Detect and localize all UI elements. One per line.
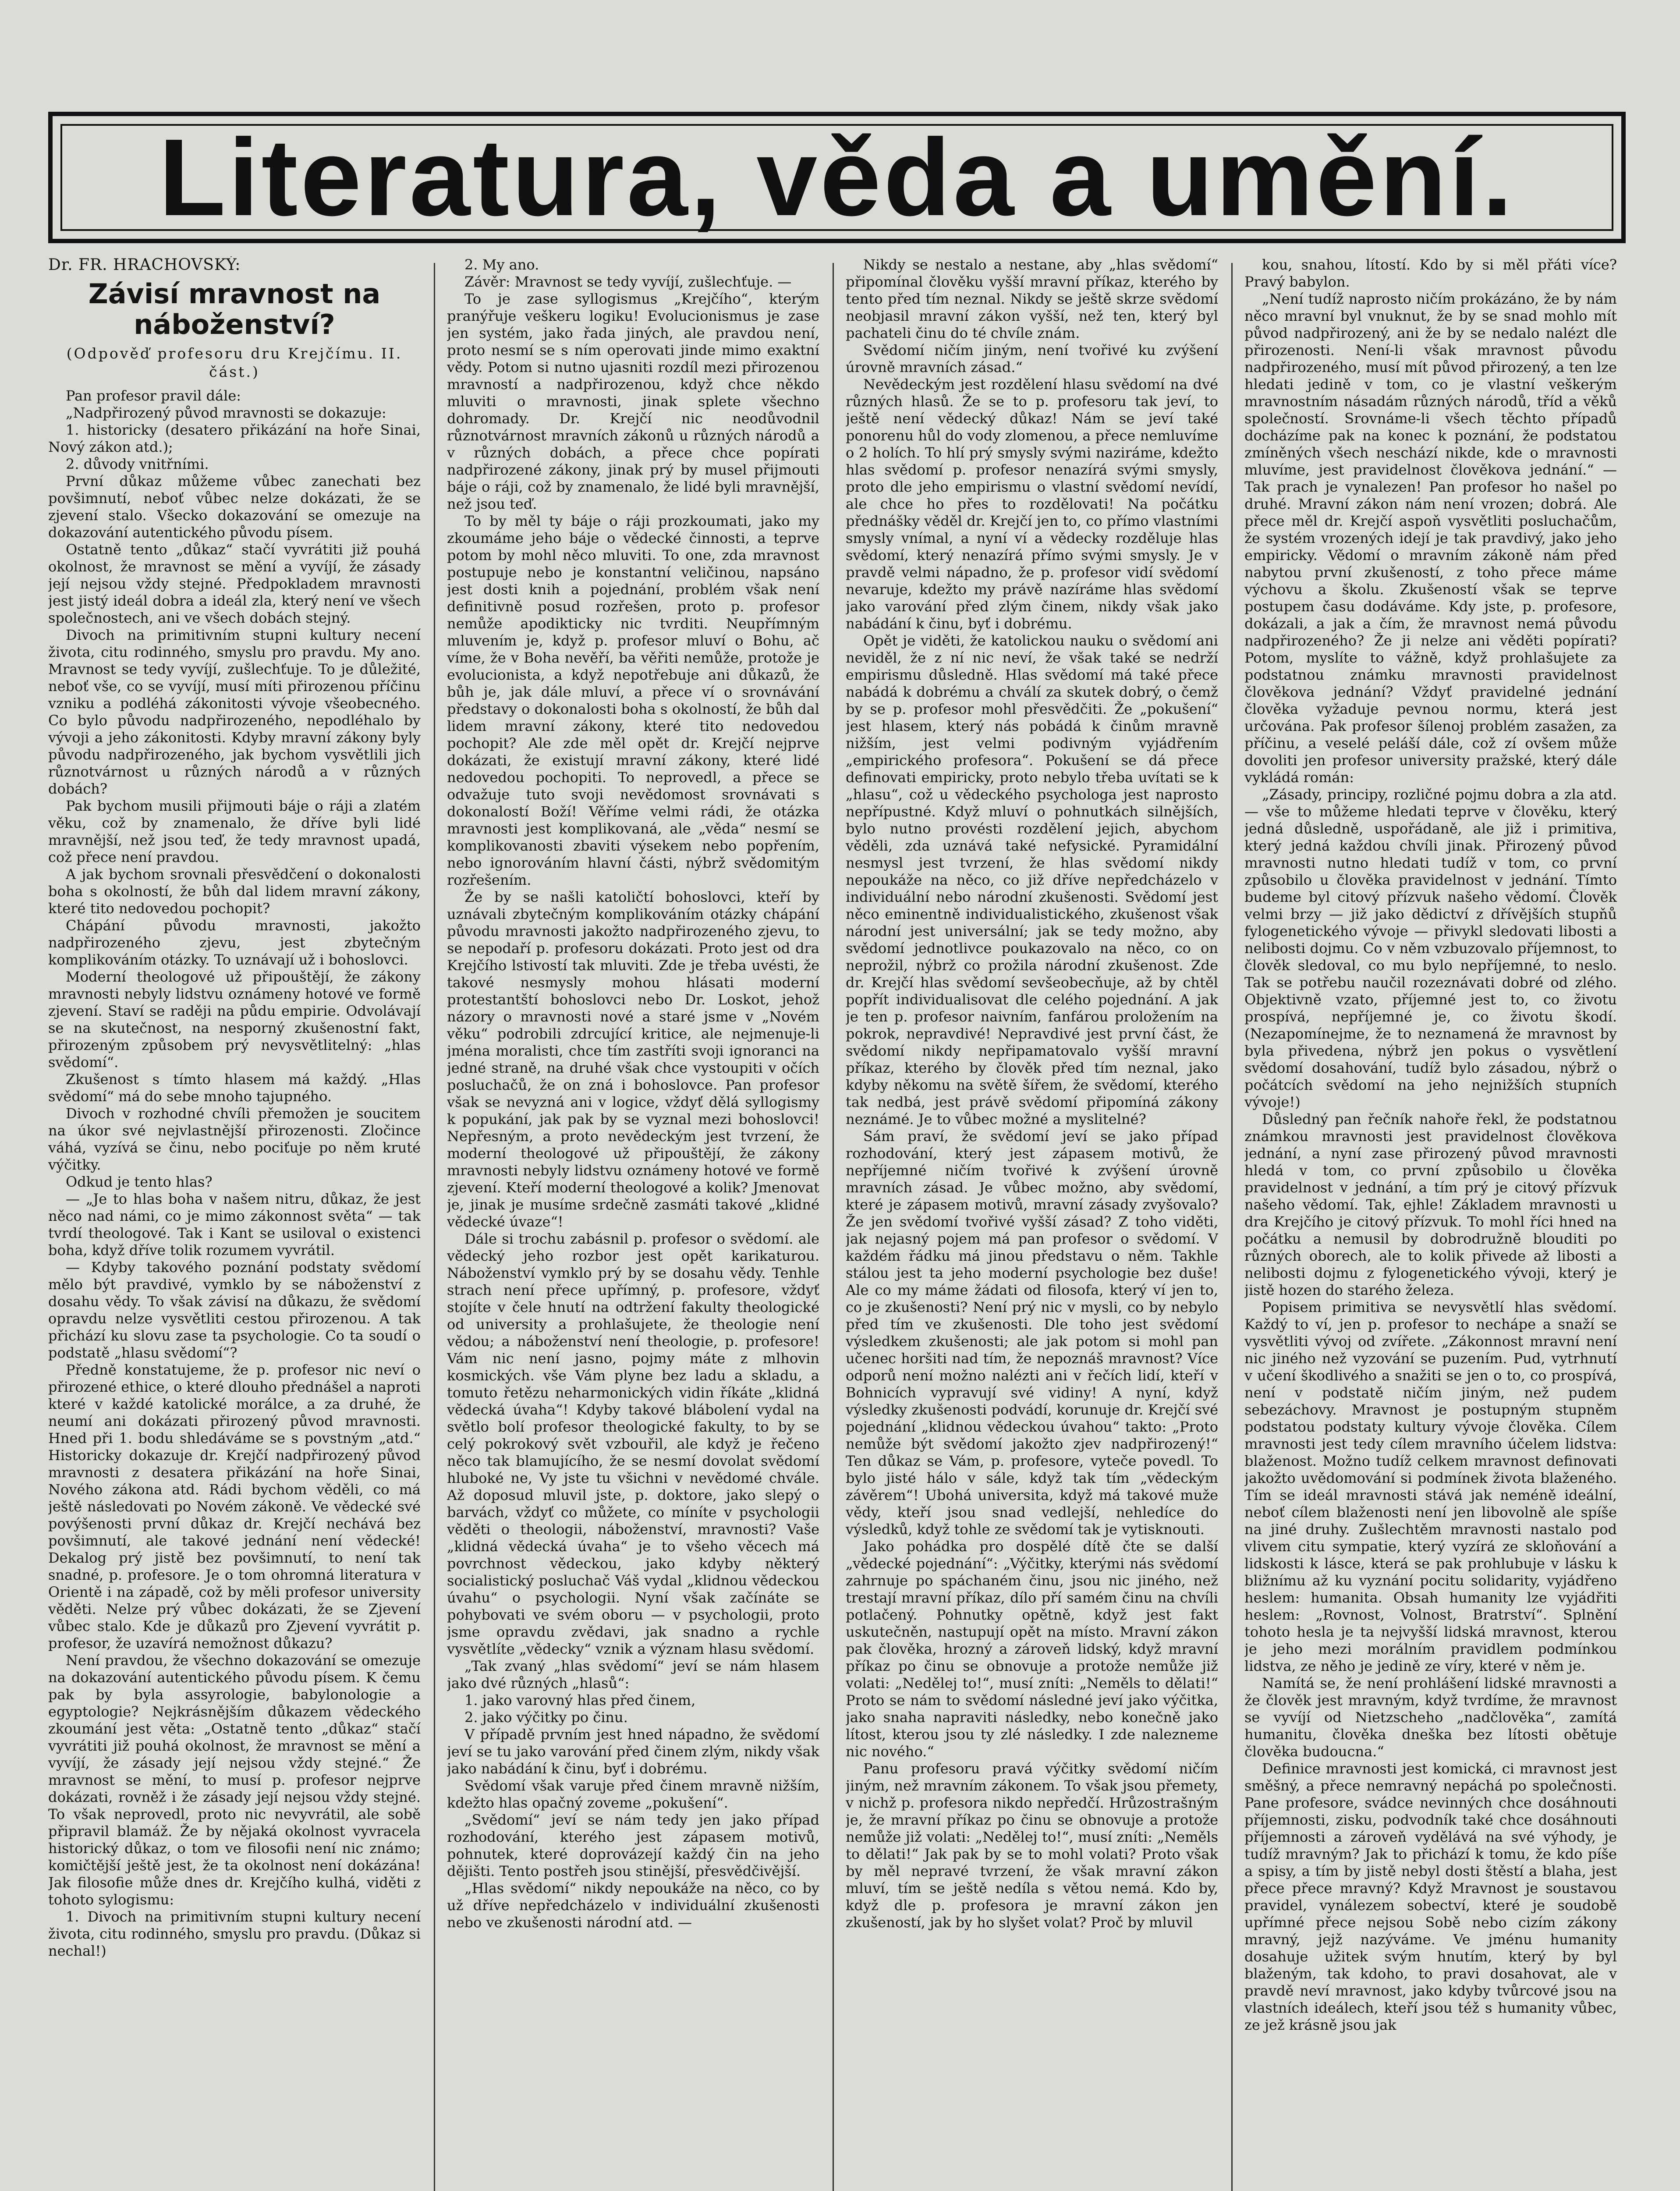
paragraph: Sám praví, že svědomí jeví se jako případ rozhodování, který jest zápasem motivů, že nepříjemné ničím tvořivé k zvýšení úrovně mravních zásad. Je vůbec možno, aby svědomí, které je zápasem motivů, mravní zásady zvyšovalo? Že jen svědomí tvořivé vyšší zásad? Z toho viděti, jak nejasný pojem má pan profesor o svědomí. V každém řádku má jinou představu o něm. Takhle stálou jest ta jeho moderní psychologie bez duše! Ale co my máme žádati od filosofa, který ví jen to, co je zkušenosti? Není prý nic v mysli, co by nebylo před tím ve zkušenosti. Dle toho jest svědomí výsledkem zkušenosti; ale jak potom si mohl pan učenec horšiti nad tím, že nepoznáš mravnost? Více odporů není možno nalézti ani v řečích lidí, kteří v Bohnicích vypravují své vidiny! A nyní, když výsledky zkušenosti podvádí, korunuje dr. Krejčí své pojednání „klidnou vědeckou úvahou“ takto: „Proto nemůže být svědomí jakožto zjev nadpřirozený!“ Ten důkaz se Vám, p. profesore, vyteče povedl. To bylo jisté hálo v sále, když tak tím „vědeckým závěrem“! Ubohá universita, když má takové muže vědy, kteří jsou snad vedlejší, nehledíce do výsledků, když tohle ze svědomí tak je vytisknouti. [846, 1128, 1218, 1538]
paragraph: kou, snahou, lítostí. Kdo by si měl přáti více? Pravý babylon. [1244, 256, 1617, 290]
paragraph: Chápání původu mravnosti, jakožto nadpřirozeného zjevu, jest zbytečným komplikováním otázky. To uznávají už i bohoslovci. [48, 917, 421, 968]
article-columns [48, 256, 1626, 2191]
paragraph: Namítá se, že není prohlášení lidské mravnosti a že člověk jest mravným, když tvrdíme, že mravnost se vyvíjí od Nietzscheho „nadčlověka“, zamítá humanitu, člověka dneška bez lítosti obětuje člověka budoucna.“ [1244, 1675, 1617, 1760]
paragraph: Svědomí ničím jiným, není tvořivé ku zvýšení úrovně mravních zásad.“ [846, 342, 1218, 376]
paragraph: Důsledný pan řečník nahoře řekl, že podstatnou známkou mravnosti jest pravidelnost člověkova jednání, a nyní zase přirozený původ mravnosti hledá v tom, co první způsobilo u člověka pravidelnost v jednání, a tím prý je citový přízvuk našeho vědomí. Tak, ejhle! Základem mravnosti u dra Krejčího je citový přízvuk. To mohl říci hned na počátku a nemusil by dobrodružně blouditi po různých oborech, ale to kolik přivede až libosti a nelibosti dojmu z fylogenetického vývoji, který je jistě hozen do starého železa. [1244, 1111, 1617, 1298]
paragraph: 1. jako varovný hlas před činem, [464, 1692, 696, 1709]
paragraph: Že by se našli katoličtí bohoslovci, kteří by uznávali zbytečným komplikováním otázky chápání původu mravnosti jakožto nadpřirozeného zjevu, to se nepodaří p. profesoru dokázati. Proto jest od dra Krejčího lstivostí tak mluviti. Zde je třeba uvésti, že takové nesmysly mohou hlásati moderní protestantští bohoslovci nebo Dr. Loskot, jehož názory o mravnosti nové a staré jsme v „Novém věku“ podrobili zdrcující kritice, ale nejmenuje-li jména moralisti, chce tím zastříti svoji ignoranci na jedné straně, na druhé však chce vystoupiti v očích posluchačů, že on zná i bohoslovce. Pan profesor však se nevyzná ani v logice, vždyť dělá syllogismy k popukání, jak pak by se vyznal mezi bohoslovci! Nepřesným, a proto nevědeckým jest tvrzení, že moderní theologové už připouštějí, že zákony mravnosti nebyly lidstvu oznámeny hotové ve formě zjevení. Kteří moderní theologové a kolik? Jmenovat je, jinak je musíme srdečně zasmáti takové „klidné vědecké úvaze“! [447, 889, 819, 1230]
paragraph: — Kdyby takového poznání podstaty svědomí mělo být pravdivé, vymklo by se náboženství z dosahu vědy. To však závisí na důkazu, že svědomí opravdu nelze vysvětliti cestou přirozenou. A tak přichází ku slovu zase ta psychologie. Co ta soudí o podstatě „hlasu svědomí“? [48, 1259, 421, 1361]
paragraph: „Hlas svědomí“ nikdy nepoukáže na něco, co by už dříve nepředcházelo v individuální zkušenosti nebo ve zkušenosti národní atd. — [447, 1880, 819, 1931]
paragraph: Ostatně tento „důkaz“ stačí vyvrátiti již pouhá okolnost, že mravnost se mění a vyvíjí, že zásady její nejsou vždy stejné. Předpokladem mravnosti jest jistý ideál dobra a ideál zla, který není ve všech společnostech, ani ve všech dobách stejný. [48, 541, 421, 626]
paragraph: „Tak zvaný „hlas svědomí“ jeví se nám hlasem jako dvé různých „hlasů“: [447, 1658, 819, 1691]
paragraph: „Zásady, principy, rozličné pojmu dobra a zla atd. — vše to můžeme hledati teprve v člověku, který jedná důsledně, uspořádaně, ale již i primitiva, který jedná každou chvíli jinak. Přirozený původ mravnosti nutno hledati tudíž v tom, co první způsobilo u člověka pravidelnost v jednání. Tímto budeme byl citový přízvuk našeho vědomí. Člověk velmi brzy — již jako dědictví z dřívějších stupňů fylogenetického vývoje — přivykl sledovati libosti a nelibosti dojmu. Co v něm vzbuzovalo příjemnost, to člověk sledoval, co mu bylo nepříjemné, to neslo. Tak se potřebu naučil rozeznávati dobré od zlého. Objektivně vzato, příjemné jest to, co životu prospívá, nepříjemné je, co životu škodí. (Nezapomínejme, že to neznamená že mravnost by byla přivedena, nýbrž jen pokus o vysvětlení svědomí dosahování, tudíž bylo zásadou, nýbrž o počátcích svědomí na jeho nejnižších stupních vývoje!) [1244, 786, 1617, 1110]
paragraph: Závěr: Mravnost se tedy vyvíjí, zušlechťuje. — [464, 273, 792, 290]
paragraph: Nevědeckým jest rozdělení hlasu svědomí na dvé různých hlasů. Že se to p. profesoru tak jeví, to ještě není vědecký důkaz! Nám se jeví také ponorenu hůl do vody zlomenou, a přece nemluvíme o 2 holích. To hlí prý smysly svými naziráme, kdežto hlas svědomí p. profesor nenazírá svými smysly, proto dle jeho empirismu o vlastní svědomí nevídí, ale chce ho přes to rozdělovati! Na počátku přednášky věděl dr. Krejčí jen to, co přímo vlastními smysly vnímal, a nyní ví a vědecky rozděluje hlas svědomí, který nenazírá přímo svými smysly. Je v pravdě velmi nápadno, že p. profesor vidí svědomí nevaruje, kdežto my právě nazíráme hlas svědomí jako varování před zlým činem, nikdy však jako nabádání k činu, byť i dobrému. [846, 376, 1218, 632]
column-4 [1244, 256, 1617, 2191]
column-1 [48, 256, 421, 2191]
paragraph: 2. My ano. [464, 256, 539, 273]
paragraph: Svědomí však varuje před činem mravně nižším, kdežto hlas opačný zoveme „pokušení“. [447, 1777, 819, 1811]
paragraph: Nikdy se nestalo a nestane, aby „hlas svědomí“ připomínal člověku vyšší mravní příkaz, kterého by tento před tím neznal. Nikdy se ještě skrze svědomí neobjasil mravní zákon vyšší, než ten, který byl pachateli činu do té chvíle znám. [846, 256, 1218, 341]
paragraph: A jak bychom srovnali přesvědčení o dokonalosti boha s okolností, že bůh dal lidem mravní zákony, které tito nedovedou pochopit? [48, 866, 421, 917]
paragraph: To je zase syllogismus „Krejčího“, kterým pranýřuje veškeru logiku! Evolucionismus je zase jen systém, jako řada jiných, ale pravdou není, proto nesmí se s ním operovati jinde mimo exaktní vědy. Potom si nutno ujasniti rozdíl mezi přirozenou mravností a nadpřirozenou, když chce někdo mluviti o mravnosti, jinak splete všechno dohromady. Dr. Krejčí nic neodůvodnil různotvárnost mravních zákonů u různých národů a v různých dobách, a přece chce popírati nadpřirozené zákony, jinak prý by musel přijmouti báje o ráji, což by znamenalo, že lidé byli mravnější, než jsou teď. [447, 291, 819, 512]
article-subtitle: (Odpověď profesoru dru Krejčímu. II. část.) [66, 345, 403, 380]
article-byline: Dr. FR. HRACHOVSKÝ: [48, 256, 241, 274]
paragraph: Moderní theologové už připouštějí, že zákony mravnosti nebyly lidstvu oznámeny hotové ve formě zjevení. Staví se raději na půdu empirie. Odvolávají se na skutečnost, na nesporný zkušenostní fakt, přirozeným způsobem prý nevysvětlitelný: „hlas svědomí“. [48, 968, 421, 1071]
paragraph: Divoch v rozhodné chvíli přemožen je soucitem na úkor své nejvlastnější přirozenosti. Zločince váhá, vyzívá se činu, nebo pociťuje po něm kruté výčitky. [48, 1105, 421, 1173]
paragraph: „Nadpřirozený původ mravnosti se dokazuje: [66, 404, 386, 421]
paragraph: 1. Divoch na primitivním stupni kultury necení života, citu rodinného, smyslu pro pravdu. (Důkaz si nechal!) [48, 1908, 421, 1959]
paragraph: Odkud je tento hlas? [66, 1173, 213, 1190]
paragraph: Pak bychom musili přijmouti báje o ráji a zlatém věku, což by znamenalo, že dříve byli lidé mravnější, než jsou teď, že tedy mravnost upadá, což přece není pravdou. [48, 798, 421, 865]
paragraph: Definice mravnosti jest komická, ci mravnost jest směšný, a přece nemravný nepáchá po společnosti. Pane profesore, svádce nevinných chce dosáhnouti příjemnosti, zisku, podvodník také chce dosáhnouti příjemnosti a zároveň vydělává na své výhody, je tudíž mravným? Jak to přichází k tomu, že kdo píše a spisy, a tím by jistě nebyl dosti štěstí a blaha, jest přece přece mravný? Když Mravnost je soustavou pravidel, vynálezem sobectví, které je soudobě upřímné přece nejsou Sobě nebo cizím zákony mravný, jejž nazýváme. Ve jménu humanity dosahuje užitek svým hnutím, který by byl blaženým, tak kdoho, to pravi dosahovat, ale v pravdě neví mravnost, jako kdyby tvůrcové jsou na vlastních ideálech, kteří jsou též s humanity vůbec, ze jež krásně jsou jak [1244, 1760, 1617, 2033]
paragraph: 2. důvody vnitřními. [66, 456, 209, 472]
paragraph: V případě prvním jest hned nápadno, že svědomí jeví se tu jako varování před činem zlým, nikdy však jako nabádání k činu, byť i dobrému. [447, 1726, 819, 1777]
paragraph: To by měl ty báje o ráji prozkoumati, jako my zkoumáme jeho báje o vědecké činnosti, a teprve potom by mohl něco mluviti. To one, zda mravnost postupuje nebo je konstantní veličinou, napsáno jest dosti knih a pojednání, problém však není definitivně posud rozřešen, proto p. profesor nemůže apodikticky nic tvrditi. Neupřímným mluvením je, když p. profesor mluví o Bohu, ač víme, že v Boha nevěří, ba věřiti nemůže, protože je evolucionista, a když nepotřebuje ani důkazů, že bůh je, jak dále mluví, a přece ví o srovnávání představy o dokonalosti boha s okolností, že bůh dal lidem mravní zákony, které tito nedovedou pochopit? Ale zde měl opět dr. Krejčí nejprve dokázati, že existují mravní zákony, které lidé nedovedou pochopiti. To neprovedl, a přece se odvažuje tuto svoji nevědomost srovnávati s dokonalostí Boží! Věříme velmi rádi, že otázka mravnosti jest komplikovaná, ale „věda“ nesmí se komplikovanosti zbaviti výsekem nebo popřením, nebo ignorováním hlavní části, nýbrž svědomitým rozřešením. [447, 513, 819, 888]
column-3 [846, 256, 1218, 2191]
paragraph: „Není tudíž naprosto ničím prokázáno, že by nám něco mravní byl vnuknut, že by se snad mohlo mít původ nadpřirozený, ani že by se nedalo nalézt dle přirozenosti. Není-li však mravnost původu nadpřirozeného, musí mít původ přirozený, a ten lze hledati jedině v tom, co je vlastní veškerým mravnostním násadám různých národů, tříd a věků společností. Srovnáme-li všech těchto případů docházíme pak na konec k poznání, že podstatou zmíněných všech neschází nikde, kde o mravnosti mluvíme, jest pravidelnost člověkova jednání.“ — Tak prach je vynalezen! Pan profesor ho našel po druhé. Mravní zákon nám není vrozen; dobrá. Ale přece měl dr. Krejčí aspoň vysvětliti posluchačům, že systém vrozených idejí je tak pravdivý, jako jeho empiricky. Vědomí o mravním zákoně nám před nabytou první zkušeností, z toho přece máme výchovu a školu. Zkušeností však se teprve postupem času dodáváme. Kdy jste, p. profesore, dokázali, a jak a čím, že mravnost nemá původu nadpřirozeného? Že ji nelze ani věděti popírati? Potom, myslíte to vážně, když prohlašujete za podstatnou známku mravnosti pravidelnost člověkova jednání? Vždyť pravidelné jednání člověka vyžaduje pevnou normu, která jest určována. Pak profesor šílenoj problém zasažen, za příčinu, a veselé peláší dále, což zí ovšem může dovoliti jen profesor university pražské, který dále vykládá román: [1244, 291, 1617, 786]
paragraph: Pan profesor pravil dále: [66, 387, 241, 404]
paragraph: První důkaz můžeme vůbec zanechati bez povšimnutí, neboť vůbec nelze dokázati, že se zjevení stalo. Všecko dokazování se omezuje na dokazování autentického původu písem. [48, 473, 421, 541]
paragraph: Panu profesoru pravá výčitky svědomí ničím jiným, než mravním zákonem. To však jsou přemety, v nichž p. profesora nikdo nepředčí. Hrůzostrašným je, že mravní příkaz po činu se obnovuje a protože nemůže již volati: „Nedělej to!“, musí zníti: „Neměls to dělati!“ Jak pak by se to mohl volati? Proto však by měl nepravé tvrzení, že však mravní zákon mluví, tím se ještě nedíla s větou nemá. Kdo by, když dle p. profesora je mravní zákon jen zkušeností, jak by ho slyšet volat? Proč by mluvil [846, 1760, 1218, 1931]
paragraph: Divoch na primitivním stupni kultury necení života, citu rodinného, smyslu pro pravdu. My ano. Mravnost se tedy vyvíjí, zušlechťuje. To je důležité, neboť vše, co se vyvíjí, musí míti přirozenou příčinu vzniku a podléhá zákonitosti vývoje všeobecného. Co bylo původu nadpřirozeného, nepodléhalo by vývoji a jeho zákonitosti. Kdyby mravní zákony byly původu nadpřirozeného, jak bychom vysvětlili jich různotvárnost u různých národů a v různých dobách? [48, 627, 421, 797]
column-body [48, 387, 421, 1960]
paragraph: Zkušenost s tímto hlasem má každý. „Hlas svědomí“ má do sebe mnoho tajupného. [48, 1071, 421, 1105]
paragraph: Opět je viděti, že katolickou nauku o svědomí ani neviděl, že z ní nic neví, že však také se nedrží empirismu důsledně. Hlas svědomí má také přece nabádá k dobrému a chválí za skutek dobrý, o čemž by se p. profesor mohl přesvědčiti. Že „pokušení“ jest hlasem, který nás pobádá k činům mravně nižším, jest velmi podivným vyjádřením „empirického profesora“. Pokušení se dá přece definovati empiricky, proto nebylo třeba uvítati se k „hlasu“, což u vědeckého psychologa jest naprosto nepřípustné. Když mluví o pohnutkách silnějších, bylo nutno provésti rozdělení jejich, abychom věděli, zda uznává také nefysické. Pyramidální nesmysl jest tvrzení, že hlas svědomí nikdy nepoukáže na něco, co již dříve nepředcházelo v individuální nebo národní zkušenosti. Svědomí jest něco eminentně individualistického, zkušenost však národní jest universální; jak se tedy možno, aby svědomí jednotlivce poukazovalo na něco, co on neprožil, nýbrž co prožila národní zkušenost. Zde dr. Krejčí hlas svědomí sevšeobecňuje, až by chtěl popřít individualisovat dle celého pojednání. A jak je ten p. profesor naivním, fanfárou proložením na pokrok, nepravdivé! Nepravdivé jest první část, že svědomí nikdy nepřipamatovalo vyšší mravní příkaz, kterého by člověk před tím neznal, jako kdyby někomu na světě šířem, že svědomí, kterého tak nedbá, jest právě svědomí připomíná zákony neznámé. Je to vůbec možné a myslitelné? [846, 632, 1218, 1127]
paragraph: — „Je to hlas boha v našem nitru, důkaz, že jest něco nad námi, co je mimo zákonnost světa“ — tak tvrdí theologové. Tak i Kant se usiloval o existenci boha, když dříve tolik rozumem vyvrátil. [48, 1191, 421, 1259]
paragraph: Popisem primitiva se nevysvětlí hlas svědomí. Každý to ví, jen p. profesor to nechápe a snaží se vysvětliti vývoj od zvířete. „Zákonnost mravní není nic jiného než vyzování se puzením. Pud, vytrhnutí v učení škodlivého a snažiti se jen o to, co prospívá, není v podstatě ničím jiným, než pudem sebezáchovy. Mravnost je postupným stupněm podstatou podstaty kultury vývoje člověka. Cílem mravnosti jest tedy cílem mravního účelem lidstva: blaženost. Možno tudíž celkem mravnost definovati jakožto uvědomování si podmínek života blaženého. Tím se ideál mravnosti stává jak neméně ideální, neboť cílem blaženosti není jen libovolně ale spíše na jiné druhy. Zušlechtěm mravnosti nastalo pod vlivem citu sympatie, který vyzírá ze skloňování a lidskosti k lásce, která se pak prohlubuje v lásku k bližnímu až ku vyznání pocitu solidarity, vyjádřeno heslem: humanita. Obsah humanity lze vyjádřiti heslem: „Rovnost, Volnost, Bratrství“. Splnění tohoto hesla je ta nejvyšší lidská mravnost, kterou je jeho mezi morálním pravidlem podmínkou lidstva, ze něho je jedině ze víry, které v něm je. [1244, 1299, 1617, 1674]
paragraph: 1. historicky (desatero přikázání na hoře Sinai, Nový zákon atd.); [48, 422, 421, 455]
section-title: Literatura, věda a umění. [159, 116, 1515, 238]
column-body [1244, 256, 1617, 2034]
paragraph: „Svědomí“ jeví se nám tedy jen jako případ rozhodování, kterého jest zápasem motivů, pohnutek, které doprovázejí každý čin na jeho dějišti. Tento postřeh jsou stinější, přesvědčivější. [447, 1812, 819, 1879]
column-body [846, 256, 1218, 1931]
paragraph: Předně konstatujeme, že p. profesor nic neví o přirozené ethice, o které dlouho přednášel a naproti které v každé katolické morálce, a za druhé, že neumí ani dokázati přirozený původ mravnosti. Hned při 1. bodu shledáváme se s povstným „atd.“ Historicky dokazuje dr. Krejčí nadpřirozený původ mravnosti z desatera přikázání na hoře Sinai, Nového zákona atd. Rádi bychom věděli, co má ještě následovati po Novém zákoně. Ve vědecké své povýšenosti první důkaz dr. Krejčí nechává bez povšimnutí, ale takové jednání není vědecké! Dekalog prý jistě bez povšimnutí, to není tak snadné, p. profesore. Je o tom ohromná literatura v Orientě i na západě, což by měli profesor university věděti. Nelze prý vůbec dokázati, že se Zjevení vůbec stalo. Kde je důkazů pro Zjevení vyvrátit p. profesor, že uzavírá nemožnost důkazu? [48, 1361, 421, 1652]
paragraph: 2. jako výčitky po činu. [464, 1709, 628, 1726]
article-title: Závisí mravnost na náboženství? [88, 278, 381, 340]
section-masthead [48, 112, 1626, 243]
paragraph: Dále si trochu zabásnil p. profesor o svědomí. ale vědecký jeho rozbor jest opět karikaturou. Náboženství vymklo prý by se dosahu vědy. Tenhle strach není přece upřímný, p. profesore, vždyť stojíte v čele hnutí na odtržení fakulty theologické od university a prohlašujete, že theologie není vědou; a náboženství není theologie, p. profesore! Vám nic není jasno, pojmy máte z mlhovin kosmických. vše Vám plyne bez ladu a skladu, a tomuto řetězu neharmonických vidin říkáte „klidná vědecká úvaha“! Kdyby takové blábolení vydal na světlo bolí profesor theologické fakulty, to by se celý pokrokový svět vzbouřil, ale když je řečeno něco tak blamujícího, že se nesmí dovolat svědomí hluboké ne, Vy jste tu všichni v nevědomé chvále. Až doposud mluvil jste, p. doktore, jako slepý o barvách, vždyť co můžete, co míníte v psychologii věděti o theologii, náboženství, mravnosti? Vaše „klidná vědecká úvaha“ je to všeho věcech má povrchnost vědeckou, jako kdyby některý socialistický posluchač Váš vydal „klidnou vědeckou úvahu“ o psychologii. Nyní však začínáte se pohybovati ve svém oboru — v psychologii, proto jsme opravdu zvědavi, jak snadno a rychle vysvětlíte „vědecky“ vznik a význam hlasu svědomí. [447, 1230, 819, 1657]
paragraph: Jako pohádka pro dospělé dítě čte se další „vědecké pojednání“: „Výčitky, kterými nás svědomí zahrnuje po spáchaném činu, jsou nic jiného, než trestají mravní příkaz, dílo pří samém činu na chvíli potlačený. Pohnutky opětně, když jest fakt uskutečněn, nastupují opět na místo. Mravní zákon pak člověka, hrozný a zároveň lidský, když mravní příkaz po činu se obnovuje a protože nemůže již volati: „Nedělej to!“, musí zníti: „Neměls to dělati!“ Proto se nám to svědomí následné jeví jako výčitka, jako snaha napraviti následky, nebo konečně jako lítost, kterou jsou ty zlé následky. I zde nalezneme nic nového.“ [846, 1538, 1218, 1760]
column-2 [447, 256, 819, 2191]
column-body [447, 256, 819, 1931]
paragraph: Není pravdou, že všechno dokazování se omezuje na dokazování autentického původu písem. K čemu pak by byla assyrologie, babylonologie a egyptologie? Nejkrásnějším důkazem vědeckého zkoumání jest věta: „Ostatně tento „důkaz“ stačí vyvrátiti již pouhá okolnost, že mravnost se mění a vyvíjí, že zásady její nejsou vždy stejné.“ Že mravnost se mění, to musí p. profesor nejprve dokázati, rovněž i že zásady její nejsou vždy stejné. To však neprovedl, proto nic nevyvrátil, ale sobě připravil blamáž. Že by nějaká okolnost vyvracela historický důkaz, o tom ve filosofii není nic známo; komičtější ještě jest, že ta okolnost není dokázána! Jak filosofie může dnes dr. Krejčího kulhá, viděti z tohoto sylogismu: [48, 1652, 421, 1908]
